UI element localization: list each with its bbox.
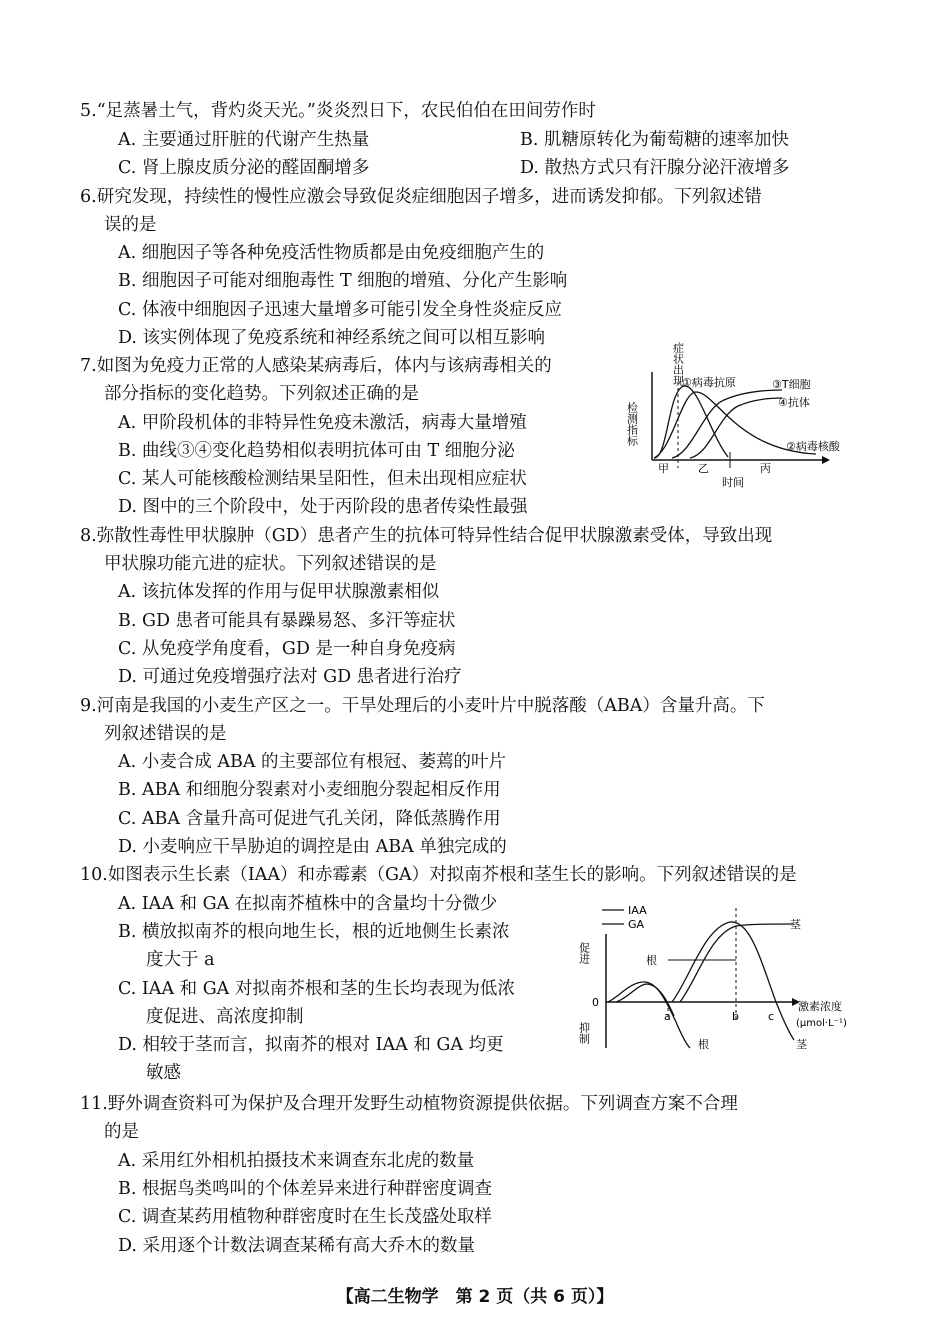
q6-option-d: D. 该实例体现了免疫系统和神经系统之间可以相互影响 (118, 328, 546, 348)
fig7-x-arrow (822, 456, 830, 464)
fig7-label-nucleic: ②病毒核酸 (786, 440, 840, 453)
fig7-stage-yi: 乙 (698, 462, 709, 475)
q11-option-c: C. 调查某药用植物种群密度时在生长茂盛处取样 (118, 1207, 492, 1227)
fig10-label-root-bottom: 根 (698, 1038, 709, 1051)
q8-option-d: D. 可通过免疫增强疗法对 GD 患者进行治疗 (118, 667, 462, 687)
q7-option-b: B. 曲线③④变化趋势相似表明抗体可由 T 细胞分泌 (118, 441, 515, 461)
q10-option-d-line2: 敏感 (146, 1063, 181, 1083)
q7-option-c: C. 某人可能核酸检测结果呈阳性，但未出现相应症状 (118, 469, 527, 489)
q6-stem-line1: 6.研究发现，持续性的慢性应激会导致促炎症细胞因子增多，进而诱发抑郁。下列叙述错 (80, 187, 762, 207)
q5-stem: 5.“足蒸暑土气，背灼炎天光。”炎炎烈日下，农民伯伯在田间劳作时 (80, 101, 596, 121)
fig7-stage-jia: 甲 (658, 462, 669, 475)
fig10-zero: 0 (592, 996, 599, 1009)
q7-stem-line1: 7.如图为免疫力正常的人感染某病毒后，体内与该病毒相关的 (80, 356, 552, 376)
q9-option-c: C. ABA 含量升高可促进气孔关闭，降低蒸腾作用 (118, 809, 501, 829)
figure-hormone-effects (577, 898, 860, 1058)
fig10-label-root-top: 根 (646, 954, 657, 967)
q11-option-b: B. 根据鸟类鸣叫的个体差异来进行种群密度调查 (118, 1179, 492, 1199)
q5-option-b: B. 肌糖原转化为葡萄糖的速率加快 (520, 130, 789, 150)
q8-option-a: A. 该抗体发挥的作用与促甲状腺激素相似 (118, 582, 440, 602)
q10-option-c-line1: C. IAA 和 GA 对拟南芥根和茎的生长均表现为低浓 (118, 979, 515, 999)
q8-stem-line1: 8.弥散性毒性甲状腺肿（GD）患者产生的抗体可特异性结合促甲状腺激素受体，导致出现 (80, 526, 773, 546)
q10-option-d-line1: D. 相较于茎而言，拟南芥的根对 IAA 和 GA 均更 (118, 1035, 504, 1055)
q10-option-a: A. IAA 和 GA 在拟南芥植株中的含量均十分微少 (118, 894, 498, 914)
q7-option-d: D. 图中的三个阶段中，处于丙阶段的患者传染性最强 (118, 497, 528, 517)
q11-stem-line1: 11.野外调查资料可为保护及合理开发野生动植物资源提供依据。下列调查方案不合理 (80, 1094, 738, 1114)
q8-option-b: B. GD 患者可能具有暴躁易怒、多汗等症状 (118, 611, 456, 631)
q9-option-a: A. 小麦合成 ABA 的主要部位有根冠、萎蔫的叶片 (118, 752, 507, 772)
fig10-legend-iaa: IAA (628, 904, 647, 917)
fig10-label-b: b (732, 1010, 739, 1023)
fig10-y-inhibit: 抑制 (577, 1022, 591, 1044)
q8-option-c: C. 从免疫学角度看，GD 是一种自身免疫病 (118, 639, 456, 659)
fig10-stem-ga (680, 924, 794, 1002)
q7-option-a: A. 甲阶段机体的非特异性免疫未激活，病毒大量增殖 (118, 413, 527, 433)
fig7-y-axis-label: 检测指标 (625, 402, 639, 446)
fig7-label-tcell: ③T细胞 (772, 378, 811, 391)
q6-stem-line2: 误的是 (104, 215, 157, 235)
q11-option-a: A. 采用红外相机拍摄技术来调查东北虎的数量 (118, 1151, 475, 1171)
fig10-y-promote: 促进 (577, 942, 591, 964)
fig7-y-top-label: 症状出现 (671, 342, 685, 386)
q10-option-c-line2: 度促进、高浓度抑制 (146, 1007, 304, 1027)
q9-stem-line2: 列叙述错误的是 (104, 724, 227, 744)
q6-option-c: C. 体液中细胞因子迅速大量增多可能引发全身性炎症反应 (118, 300, 562, 320)
q10-option-b-line2: 度大于 a (146, 950, 215, 970)
q9-option-b: B. ABA 和细胞分裂素对小麦细胞分裂起相反作用 (118, 780, 501, 800)
q5-option-d: D. 散热方式只有汗腺分泌汗液增多 (520, 158, 790, 178)
page-footer: 【高二生物学 第 2 页（共 6 页）】 (336, 1287, 614, 1307)
fig10-legend-ga: GA (628, 918, 645, 931)
q7-stem-line2: 部分指标的变化趋势。下列叙述正确的是 (104, 384, 419, 404)
fig10-label-c: c (768, 1010, 775, 1023)
q9-option-d: D. 小麦响应干旱胁迫的调控是由 ABA 单独完成的 (118, 837, 507, 857)
q5-option-a: A. 主要通过肝脏的代谢产生热量 (118, 130, 370, 150)
q6-option-a: A. 细胞因子等各种免疫活性物质都是由免疫细胞产生的 (118, 243, 545, 263)
fig10-x-label1: 激素浓度 (798, 1000, 842, 1013)
fig7-curve-tcell (672, 390, 782, 458)
q6-option-b: B. 细胞因子可能对细胞毒性 T 细胞的增殖、分化产生影响 (118, 271, 568, 291)
fig7-stage-bing: 丙 (760, 462, 771, 475)
fig10-x-label2: (μmol·L⁻¹) (796, 1018, 847, 1029)
q9-stem-line1: 9.河南是我国的小麦生产区之一。干旱处理后的小麦叶片中脱落酸（ABA）含量升高。下 (80, 696, 765, 716)
fig10-label-stem-top: 茎 (790, 918, 801, 931)
fig10-label-a: a (664, 1010, 671, 1023)
fig10-label-stem-bottom: 茎 (796, 1038, 807, 1051)
fig7-curve-antibody (690, 398, 782, 458)
q5-option-c: C. 肾上腺皮质分泌的醛固酮增多 (118, 158, 370, 178)
q10-stem: 10.如图表示生长素（IAA）和赤霉素（GA）对拟南芥根和茎生长的影响。下列叙述错误的是 (80, 865, 797, 885)
figure-immune-indicators (625, 330, 862, 490)
fig7-label-antibody: ④抗体 (778, 396, 810, 409)
q10-option-b-line1: B. 横放拟南芥的根向地生长，根的近地侧生长素浓 (118, 922, 510, 942)
fig10-root-iaa (608, 982, 690, 1048)
fig7-x-label: 时间 (722, 476, 744, 489)
q8-stem-line2: 甲状腺功能亢进的症状。下列叙述错误的是 (104, 554, 437, 574)
fig7-label-antigen: ①病毒抗原 (682, 376, 736, 389)
q11-stem-line2: 的是 (104, 1122, 139, 1142)
q11-option-d: D. 采用逐个计数法调查某稀有高大乔木的数量 (118, 1236, 476, 1256)
